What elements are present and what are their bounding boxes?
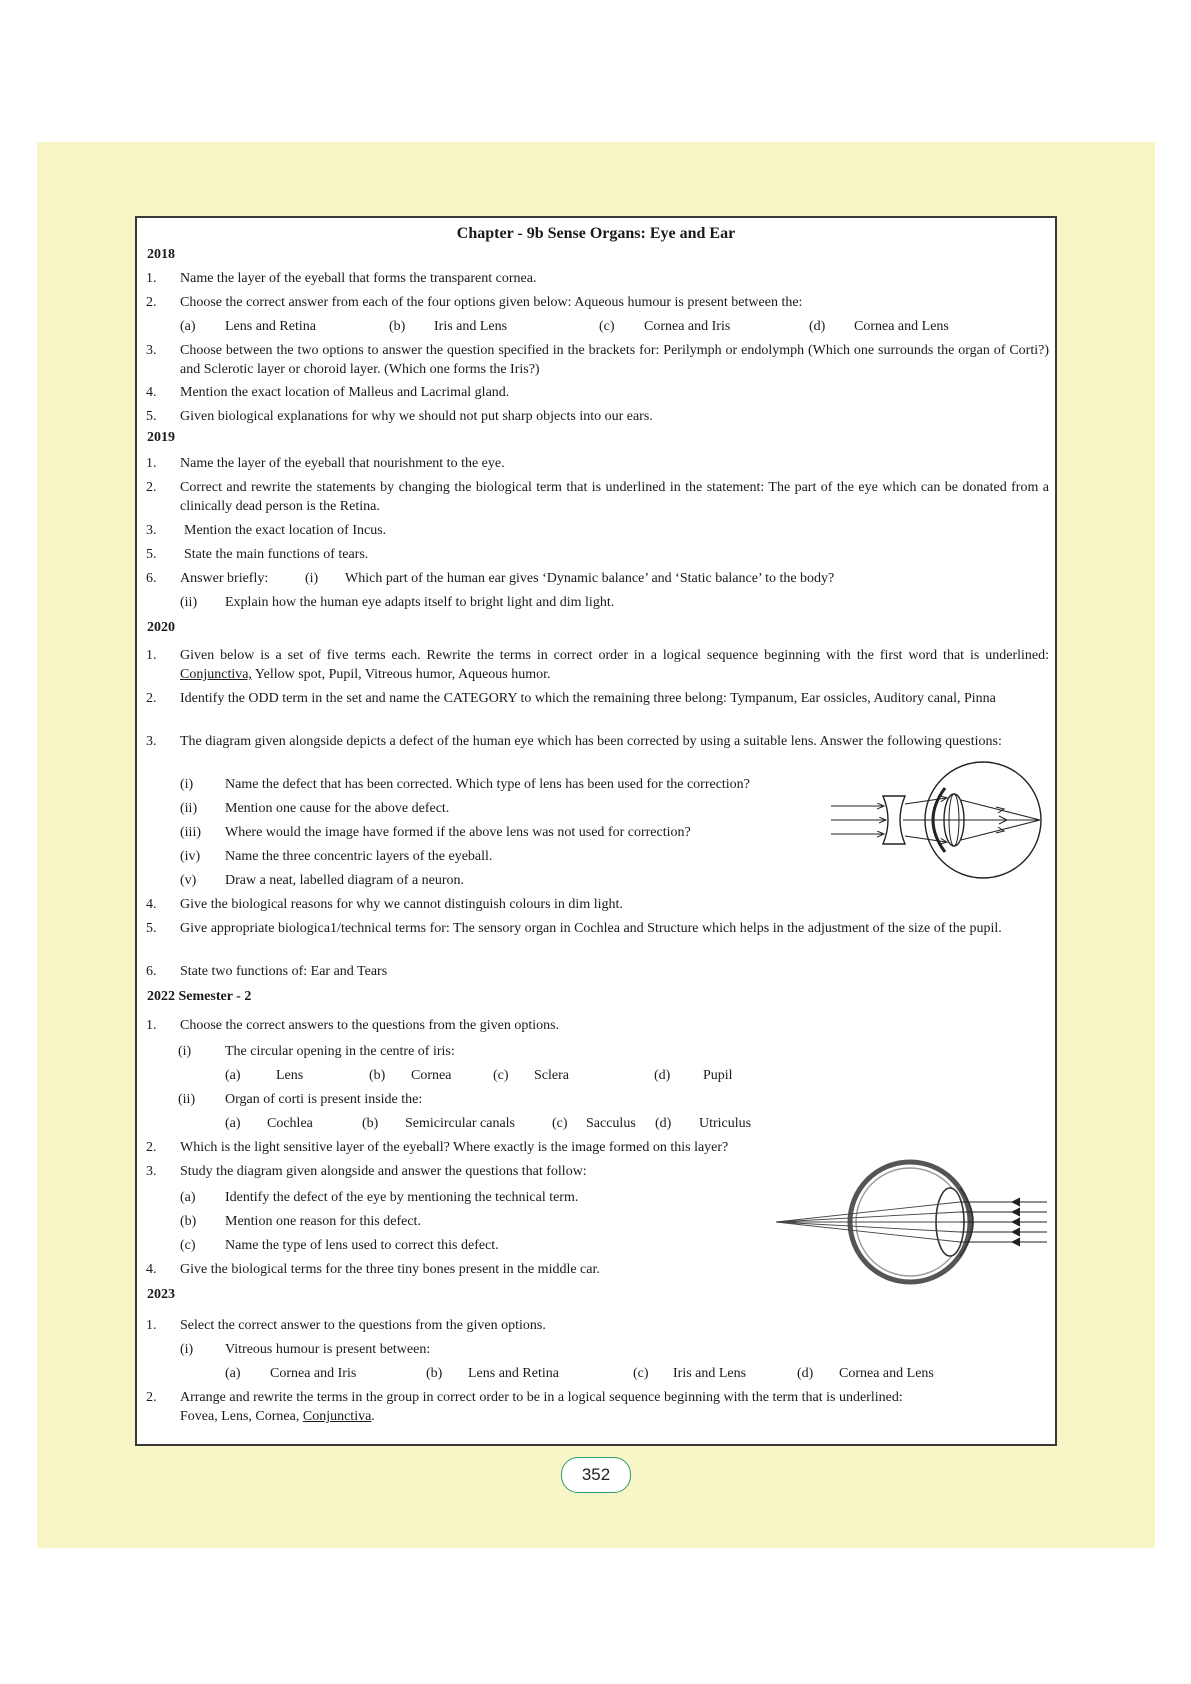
option-text: Lens and Retina (225, 319, 316, 334)
concave-lens (883, 796, 905, 844)
option-text: Cornea and Iris (644, 319, 731, 334)
option-label: (c) (552, 1116, 568, 1131)
question-text: Given below is a set of five terms each. Rewrite the terms in correct order in a logical sequence beginning with the first word that is underlined: Conjunctiva, Yellow spot, Pupil, Vitreous humor, Aqueous humor. (180, 648, 1049, 682)
sub-label: (v) (180, 873, 197, 888)
option-text: Utriculus (699, 1116, 752, 1131)
sub-label: (ii) (178, 1092, 196, 1107)
sub-label: (b) (180, 1214, 197, 1229)
question-text: State the main functions of tears. (184, 547, 369, 562)
question-number: 4. (146, 1262, 157, 1277)
question-number: 5. (146, 921, 157, 936)
option-label: (d) (809, 319, 826, 334)
year-heading-2020: 2020 (147, 620, 175, 635)
sub-label: (i) (180, 777, 194, 792)
question-number: 1. (146, 271, 157, 286)
arrow-head (1012, 1238, 1020, 1246)
option-label: (b) (389, 319, 406, 334)
question-number: 3. (146, 343, 157, 358)
sub-text: Which part of the human ear gives ‘Dynamic balance’ and ‘Static balance’ to the body? (345, 571, 835, 586)
light-ray (776, 1222, 960, 1242)
option-label: (c) (633, 1366, 649, 1381)
option-label: (b) (426, 1366, 443, 1381)
option-label: (a) (180, 319, 196, 334)
sub-text: Draw a neat, labelled diagram of a neuron. (225, 873, 465, 888)
option-label: (d) (797, 1366, 814, 1381)
question-number: 2. (146, 480, 157, 495)
option-text: Cochlea (267, 1116, 313, 1131)
sub-text: Where would the image have formed if the above lens was not used for correction? (225, 825, 691, 840)
sub-text: Explain how the human eye adapts itself to bright light and dim light. (225, 595, 615, 610)
sub-label: (a) (180, 1190, 196, 1205)
question-text: Choose the correct answer from each of the four options given below: Aqueous humour is present between the: (180, 295, 803, 310)
sub-label: (ii) (180, 801, 198, 816)
light-ray (776, 1202, 960, 1222)
question-lead: Answer briefly: (180, 571, 269, 586)
option-label: (c) (599, 319, 615, 334)
light-ray (905, 836, 946, 842)
question-text: Which is the light sensitive layer of the eyeball? Where exactly is the image formed on this layer? (180, 1140, 729, 1155)
option-text: Lens (276, 1068, 304, 1083)
question-number: 3. (146, 523, 157, 538)
sub-label: (i) (178, 1044, 192, 1059)
question-text: Mention the exact location of Malleus and Lacrimal gland. (180, 385, 510, 400)
option-label: (b) (362, 1116, 379, 1131)
question-text: Choose the correct answers to the questions from the given options. (180, 1018, 560, 1033)
option-label: (a) (225, 1116, 241, 1131)
myopia-correction-diagram (821, 758, 1051, 883)
option-label: (c) (493, 1068, 509, 1083)
option-text: Iris and Lens (673, 1366, 747, 1381)
option-text: Cornea and Lens (839, 1366, 934, 1381)
question-text: Give the biological terms for the three tiny bones present in the middle car. (180, 1262, 600, 1277)
arrow-head (1012, 1198, 1020, 1206)
question-text: Give appropriate biologica1/technical terms for: The sensory organ in Cochlea and Structure which helps in the adjustment of the size of the pupil. (180, 921, 1002, 936)
sub-text: The circular opening in the centre of iris: (225, 1044, 455, 1059)
light-ray (776, 1222, 960, 1232)
question-text: Study the diagram given alongside and answer the questions that follow: (180, 1164, 587, 1179)
question-number: 4. (146, 385, 157, 400)
question-number: 2. (146, 691, 157, 706)
question-number: 6. (146, 571, 157, 586)
question-text: Given biological explanations for why we should not put sharp objects into our ears. (180, 409, 653, 424)
option-text: Semicircular canals (405, 1116, 516, 1131)
sub-label: (c) (180, 1238, 196, 1253)
question-number: 3. (146, 1164, 157, 1179)
question-text: State two functions of: Ear and Tears (180, 964, 388, 979)
sub-text: Name the type of lens used to correct this defect. (225, 1238, 499, 1253)
option-text: Sacculus (586, 1116, 636, 1131)
sub-label: (iv) (180, 849, 201, 864)
year-heading-2018: 2018 (147, 247, 175, 262)
option-text: Lens and Retina (468, 1366, 559, 1381)
question-number: 1. (146, 1318, 157, 1333)
option-text: Cornea and Iris (270, 1366, 357, 1381)
question-text: Correct and rewrite the statements by changing the biological term that is underlined in the statement: The part of the eye which can be donated from a clinically dead person is the Retina. (180, 480, 1049, 514)
question-text: Choose between the two options to answer the question specified in the brackets for: Perilymph or endolymph (Which one surrounds the organ of Corti?) and Sclerotic layer or choroid layer. (Which one forms the Iris?) (180, 343, 1049, 377)
year-heading-2023: 2023 (147, 1287, 175, 1302)
sub-text: Mention one reason for this defect. (225, 1214, 421, 1229)
arrow-head (1012, 1228, 1020, 1236)
question-text: Identify the ODD term in the set and name the CATEGORY to which the remaining three belong: Tympanum, Ear ossicles, Auditory canal, Pinna (180, 691, 996, 706)
option-label: (a) (225, 1366, 241, 1381)
question-text: Arrange and rewrite the terms in the group in correct order to be in a logical sequence beginning with the term that is underlined: (180, 1390, 903, 1405)
option-text: Sclera (534, 1068, 569, 1083)
question-text: Select the correct answer to the questions from the given options. (180, 1318, 546, 1333)
question-number: 2. (146, 1140, 157, 1155)
question-text: Give the biological reasons for why we cannot distinguish colours in dim light. (180, 897, 623, 912)
question-text-continued: Fovea, Lens, Cornea, Conjunctiva. (180, 1409, 375, 1424)
sub-text: Vitreous humour is present between: (225, 1342, 431, 1357)
question-number: 5. (146, 547, 157, 562)
sub-text: Organ of corti is present inside the: (225, 1092, 423, 1107)
question-number: 3. (146, 734, 157, 749)
option-label: (d) (655, 1116, 672, 1131)
question-box (135, 216, 1057, 1446)
question-number: 2. (146, 295, 157, 310)
light-ray (905, 798, 946, 804)
option-text: Cornea (411, 1068, 452, 1083)
sub-label: (iii) (180, 825, 201, 840)
chapter-title: Chapter - 9b Sense Organs: Eye and Ear (456, 225, 736, 242)
question-number: 2. (146, 1390, 157, 1405)
option-text: Pupil (703, 1068, 733, 1083)
question-number: 1. (146, 1018, 157, 1033)
sub-label: (i) (305, 571, 319, 586)
arrow-head (1012, 1208, 1020, 1216)
question-text: Name the layer of the eyeball that nourishment to the eye. (180, 456, 505, 471)
option-text: Iris and Lens (434, 319, 508, 334)
page-number: 352 (561, 1457, 631, 1493)
option-label: (b) (369, 1068, 386, 1083)
option-text: Cornea and Lens (854, 319, 949, 334)
question-number: 1. (146, 456, 157, 471)
sub-label: (i) (180, 1342, 194, 1357)
question-number: 6. (146, 964, 157, 979)
sub-text: Name the defect that has been corrected. Which type of lens has been used for the correction? (225, 777, 750, 792)
sub-label: (ii) (180, 595, 198, 610)
year-heading-2019: 2019 (147, 430, 175, 445)
question-number: 1. (146, 648, 157, 663)
arrow-head (1012, 1218, 1020, 1226)
sub-text: Identify the defect of the eye by mentioning the technical term. (225, 1190, 579, 1205)
question-number: 4. (146, 897, 157, 912)
light-ray (776, 1212, 960, 1222)
year-heading-2022: 2022 Semester - 2 (147, 989, 252, 1004)
question-text: Name the layer of the eyeball that forms the transparent cornea. (180, 271, 537, 286)
question-text: Mention the exact location of Incus. (184, 523, 387, 538)
sub-text: Name the three concentric layers of the eyeball. (225, 849, 493, 864)
sub-text: Mention one cause for the above defect. (225, 801, 450, 816)
option-label: (a) (225, 1068, 241, 1083)
question-number: 5. (146, 409, 157, 424)
option-label: (d) (654, 1068, 671, 1083)
question-text: The diagram given alongside depicts a defect of the human eye which has been corrected by using a suitable lens. Answer the following questions: (180, 734, 1002, 749)
